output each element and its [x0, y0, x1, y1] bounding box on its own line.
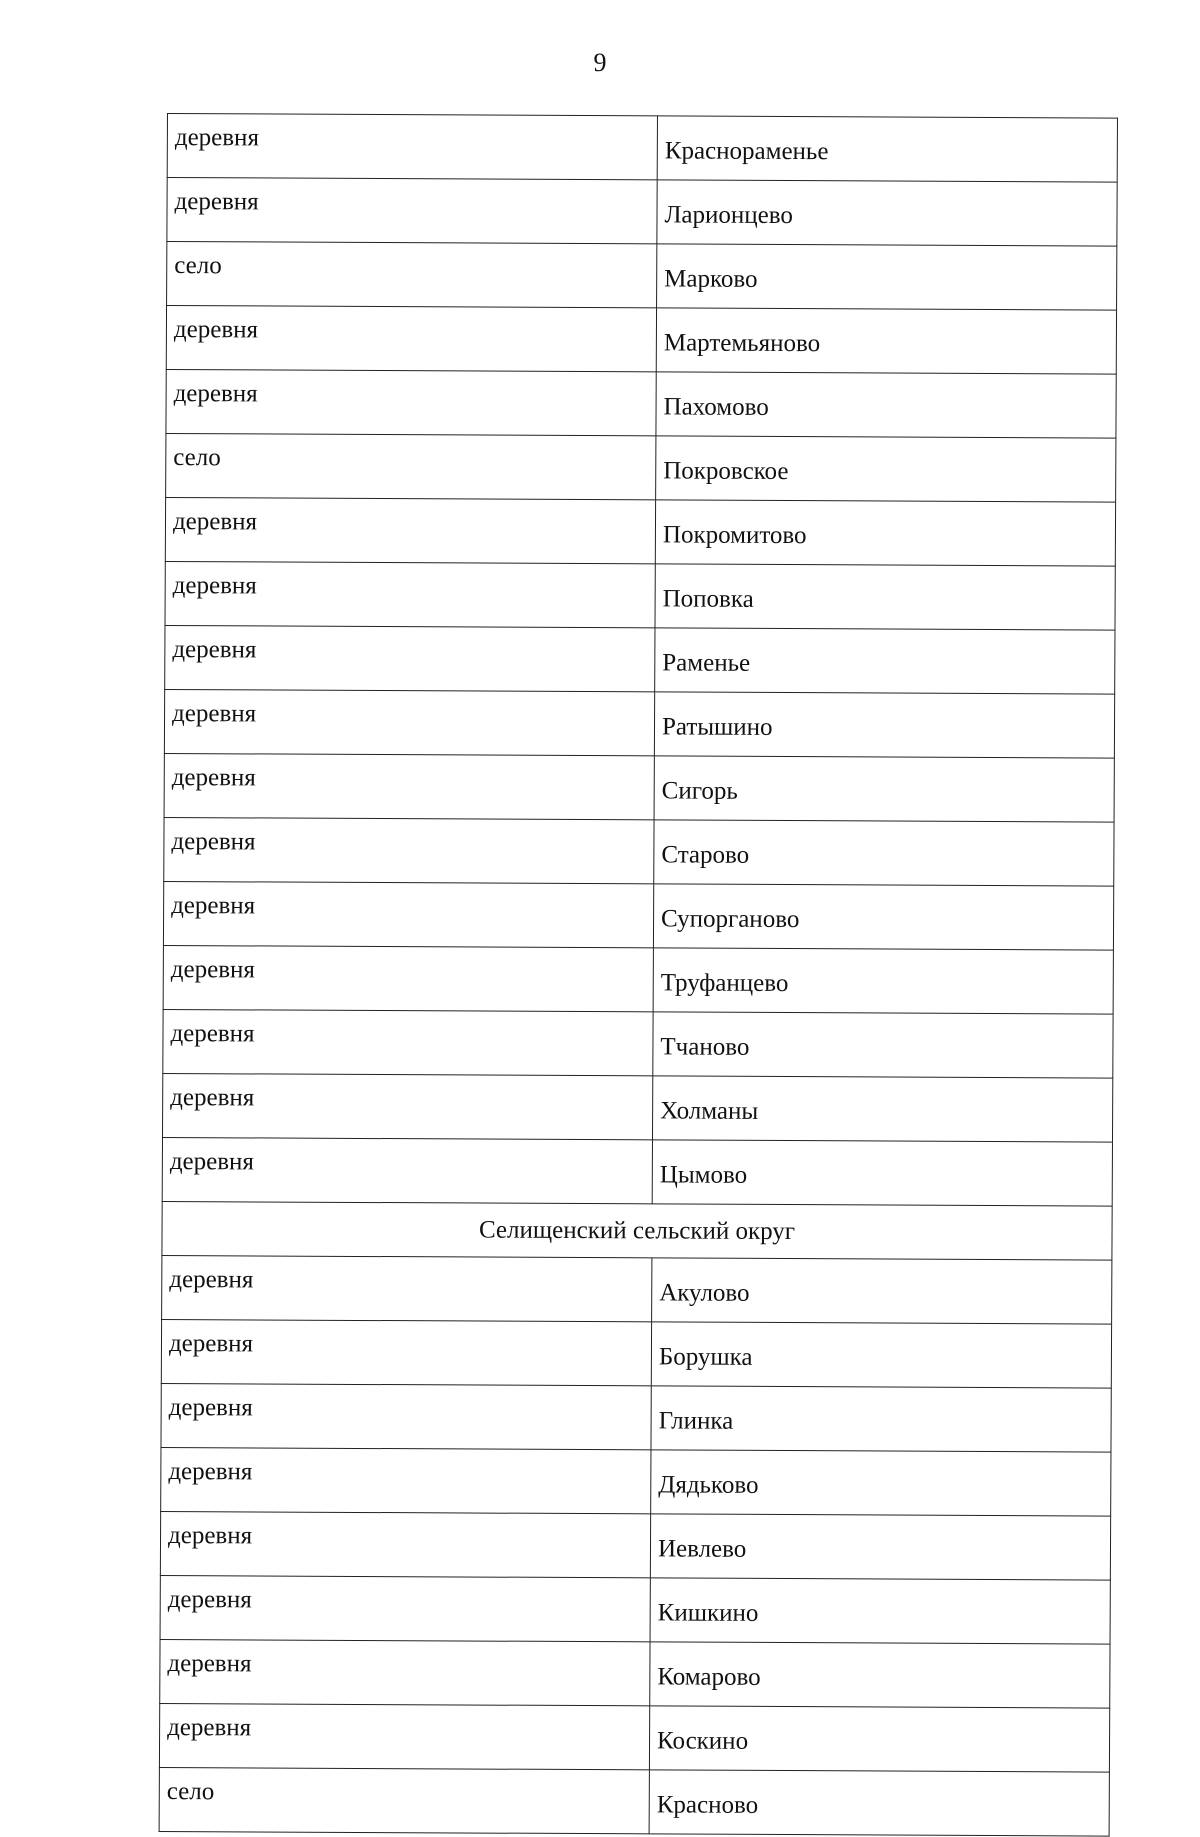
settlement-name: Тчаново	[653, 1012, 1113, 1078]
settlement-type: деревня	[166, 306, 656, 372]
settlement-type: деревня	[165, 561, 655, 627]
settlement-type: деревня	[163, 945, 653, 1011]
settlements-table	[159, 113, 1118, 1837]
settlement-name: Борушка	[651, 1322, 1111, 1388]
settlement-type: деревня	[163, 881, 653, 947]
table-row	[160, 1511, 1110, 1580]
settlement-type: деревня	[164, 689, 654, 755]
settlement-type: деревня	[161, 1319, 651, 1385]
settlement-type: деревня	[164, 753, 654, 819]
settlement-type: деревня	[160, 1639, 650, 1705]
settlement-name: Глинка	[651, 1386, 1111, 1452]
settlement-type: деревня	[159, 1703, 649, 1769]
section-header-row	[162, 1201, 1112, 1260]
table-row	[160, 1575, 1110, 1644]
settlement-type: деревня	[162, 1255, 652, 1321]
table-row	[167, 178, 1117, 247]
table-row	[161, 1319, 1111, 1388]
settlement-name: Пахомово	[656, 372, 1116, 438]
settlement-name: Коскино	[649, 1706, 1109, 1772]
settlement-name: Комарово	[650, 1642, 1110, 1708]
settlement-name: Поповка	[655, 564, 1115, 630]
table-row	[167, 114, 1117, 183]
table-row	[162, 1073, 1112, 1142]
settlement-name: Марково	[657, 244, 1117, 310]
settlement-name: Покровское	[656, 436, 1116, 502]
settlement-type: деревня	[167, 178, 657, 244]
settlement-type: деревня	[162, 1073, 652, 1139]
settlement-name: Ратышино	[654, 692, 1114, 758]
settlement-type: село	[167, 242, 657, 308]
settlement-name: Ларионцево	[657, 180, 1117, 246]
settlement-name: Покромитово	[655, 500, 1115, 566]
table-row	[164, 689, 1114, 758]
settlement-name: Кишкино	[650, 1578, 1110, 1644]
settlement-type: деревня	[160, 1575, 650, 1641]
settlement-name: Акулово	[652, 1258, 1112, 1324]
table-row	[159, 1767, 1109, 1836]
table-row	[165, 561, 1115, 630]
table-row	[166, 433, 1116, 502]
table-row	[162, 1255, 1112, 1324]
table-row	[162, 1137, 1112, 1206]
settlement-type: село	[166, 433, 656, 499]
settlement-name: Холманы	[652, 1076, 1112, 1142]
table-row	[161, 1383, 1111, 1452]
table-row	[159, 1703, 1109, 1772]
table-row	[163, 945, 1113, 1014]
settlement-name: Мартемьяново	[656, 308, 1116, 374]
table-row	[166, 306, 1116, 375]
settlement-type: деревня	[167, 114, 657, 180]
settlement-type: деревня	[165, 625, 655, 691]
table-row	[163, 881, 1113, 950]
settlement-name: Раменье	[655, 628, 1115, 694]
table-row	[164, 817, 1114, 886]
settlement-name: Краснораменье	[657, 116, 1117, 182]
settlement-name: Сигорь	[654, 756, 1114, 822]
settlement-name: Иевлево	[650, 1514, 1110, 1580]
settlement-name: Дядьково	[651, 1450, 1111, 1516]
table-row	[160, 1639, 1110, 1708]
settlement-type: деревня	[165, 497, 655, 563]
settlement-type: село	[159, 1767, 649, 1833]
table-row	[163, 1009, 1113, 1078]
settlement-name: Труфанцево	[653, 948, 1113, 1014]
settlement-name: Супорганово	[653, 884, 1113, 950]
section-title: Селищенский сельский округ	[162, 1201, 1112, 1260]
table-row	[167, 242, 1117, 311]
page-number: 9	[593, 48, 607, 77]
settlement-type: деревня	[161, 1447, 651, 1513]
settlement-name: Старово	[654, 820, 1114, 886]
table-row	[165, 497, 1115, 566]
table-row	[166, 369, 1116, 438]
settlement-name: Красново	[649, 1770, 1109, 1836]
table-row	[164, 753, 1114, 822]
settlement-type: деревня	[162, 1137, 652, 1203]
settlement-type: деревня	[164, 817, 654, 883]
settlement-type: деревня	[160, 1511, 650, 1577]
settlement-name: Цымово	[652, 1140, 1112, 1206]
settlement-type: деревня	[163, 1009, 653, 1075]
table-row	[161, 1447, 1111, 1516]
settlement-type: деревня	[166, 369, 656, 435]
table-row	[165, 625, 1115, 694]
settlement-type: деревня	[161, 1383, 651, 1449]
